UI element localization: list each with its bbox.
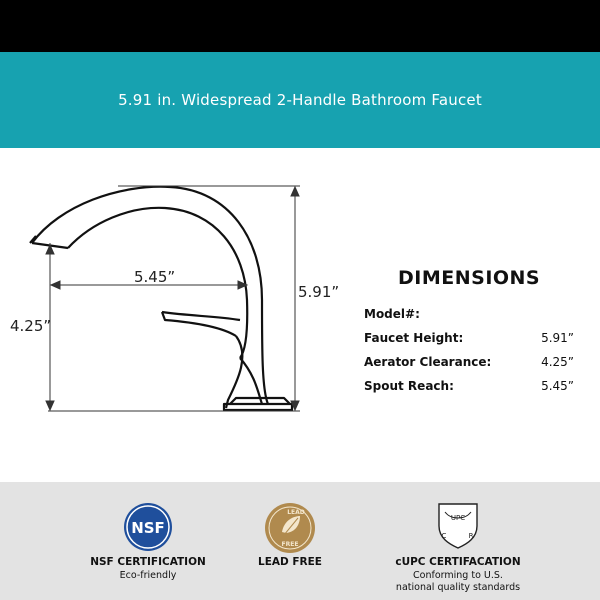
top-black-bar (0, 0, 600, 52)
cert-title: NSF CERTIFICATION (90, 556, 206, 568)
c-text: C (441, 532, 447, 540)
dims-row-spout-reach (364, 379, 574, 395)
lead-badge-text: LEAD (287, 509, 305, 516)
dims-row-label: Aerator Clearance: (364, 355, 492, 369)
spout-reach-label: 5.45” (134, 268, 176, 286)
dims-row-label: Spout Reach: (364, 379, 454, 393)
cert-nsf (68, 482, 228, 600)
cert-lead-free (210, 482, 370, 600)
upc-text: UPC (450, 514, 466, 522)
dims-row-label: Faucet Height: (364, 331, 464, 345)
free-badge-text: FREE (281, 541, 299, 548)
certifications-footer (0, 482, 600, 600)
title-banner (0, 52, 600, 148)
cert-subtitle: Eco-friendly (119, 570, 177, 581)
nsf-logo-icon (123, 502, 173, 552)
cert-title: cUPC CERTIFACATION (395, 556, 521, 568)
cert-subtitle (378, 570, 538, 594)
dims-row-value: 5.45” (541, 379, 574, 393)
dims-row-model (364, 307, 574, 323)
dims-row-value: 5.91” (541, 331, 574, 345)
dims-row-aerator-clearance (364, 355, 574, 371)
r-text: R (468, 532, 474, 540)
page-title: 5.91 in. Widespread 2-Handle Bathroom Faucet (118, 91, 482, 109)
aerator-clearance-label: 4.25” (10, 317, 52, 335)
faucet-outline (30, 187, 292, 410)
cert-subtitle-line: Conforming to U.S. (413, 570, 503, 581)
nsf-badge-text: NSF (131, 519, 165, 537)
cert-title: LEAD FREE (258, 556, 322, 568)
dims-row-faucet-height (364, 331, 574, 347)
dims-row-label: Model#: (364, 307, 420, 321)
cert-cupc (378, 482, 538, 600)
cupc-logo-icon (435, 500, 481, 550)
dims-row-value: 4.25” (541, 355, 574, 369)
lead-free-logo-icon (264, 502, 316, 554)
cert-subtitle-line: national quality standards (395, 582, 521, 593)
faucet-height-label: 5.91” (298, 283, 340, 301)
dimensions-title: DIMENSIONS (398, 267, 541, 289)
